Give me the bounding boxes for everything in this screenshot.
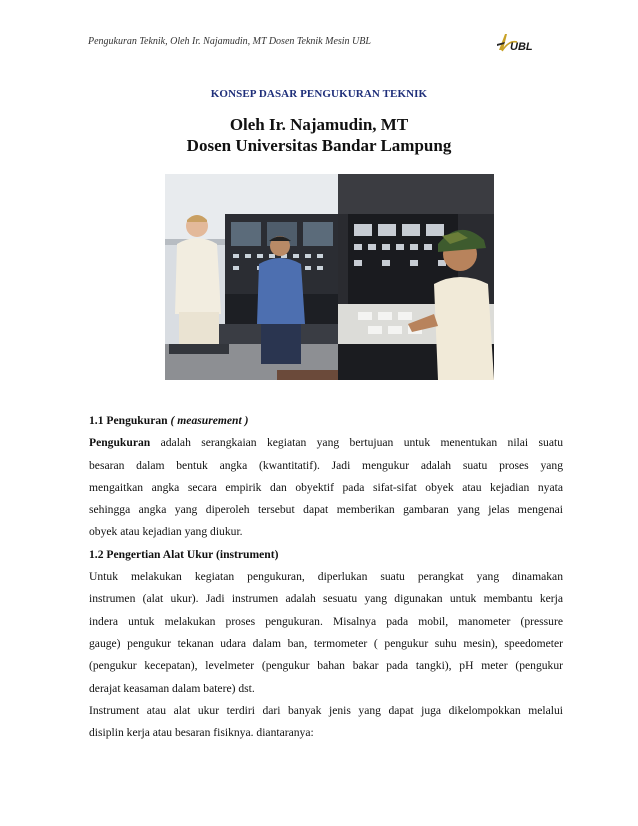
section-2-line-1: Untuk melakukan kegiatan pengukuran, diperlukan suatu perangkat yang dinamakan	[89, 570, 563, 584]
running-header	[88, 36, 558, 58]
title-line-affiliation: Dosen Universitas Bandar Lampung	[186, 136, 452, 155]
section-2-line-8: disiplin kerja atau besaran fisiknya. diantaranya:	[89, 726, 314, 740]
section-2-line-3: indera untuk melakukan proses pengukuran. Misalnya pada mobil, manometer (pressure	[89, 614, 563, 628]
document-kicker: KONSEP DASAR PENGUKURAN TEKNIK	[210, 88, 428, 100]
document-body	[89, 410, 563, 744]
section-2-line-4: gauge) pengukur tekanan udara dalam ban, termometer ( pengukur suhu mesin), speedometer	[89, 636, 563, 650]
section-1-line-4: sehingga angka yang diperoleh tersebut dapat memberikan gambaran yang jelas mengenai	[89, 503, 563, 517]
title-line-author: Oleh Ir. Najamudin, MT	[229, 115, 409, 134]
section-1-heading	[89, 410, 563, 432]
section-2-heading: 1.2 Pengertian Alat Ukur (instrument)	[89, 547, 279, 561]
section-2-line-7: Instrument atau alat ukur terdiri dari banyak jenis yang dapat juga dikelompokkan melalui	[89, 703, 563, 717]
logo-text: UBL	[510, 41, 533, 53]
document-title	[0, 114, 638, 156]
section-1-line-5: obyek atau kejadian yang diukur.	[89, 525, 243, 539]
photo-control-room-right	[338, 174, 494, 380]
section-1-heading-italic: ( measurement )	[170, 414, 249, 427]
section-1-line-3: mengaitkan angka secara empirik dan obyektif pada sifat-sifat obyek atau kejadian nyata	[89, 480, 563, 494]
running-header-text: Pengukuran Teknik, Oleh Ir. Najamudin, MT Dosen Teknik Mesin UBL	[88, 36, 371, 47]
section-1-term: Pengukuran	[89, 436, 151, 450]
ubl-logo	[495, 30, 540, 54]
section-2-line-5: (pengukur kecepatan), levelmeter (pengukur bahan bakar pada tangki), pH meter (pengukur	[89, 659, 563, 673]
section-1-line-1: Pengukuran adalah serangkaian kegiatan yang bertujuan untuk menentukan nilai suatu	[89, 436, 563, 450]
section-2-line-2: instrumen (alat ukur). Jadi instrumen adalah sesuatu yang digunakan untuk membantu kerja	[89, 592, 563, 606]
section-2-line-6: derajat keasaman dalam batere) dst.	[89, 681, 255, 695]
photo-control-room-left	[165, 174, 338, 380]
lab-photos	[165, 174, 494, 380]
section-1-heading-number: 1.1 Pengukuran	[89, 414, 168, 427]
section-1-line-2: besaran dalam bentuk angka (kwantitatif). Jadi mengukur adalah suatu proses yang	[89, 458, 563, 472]
